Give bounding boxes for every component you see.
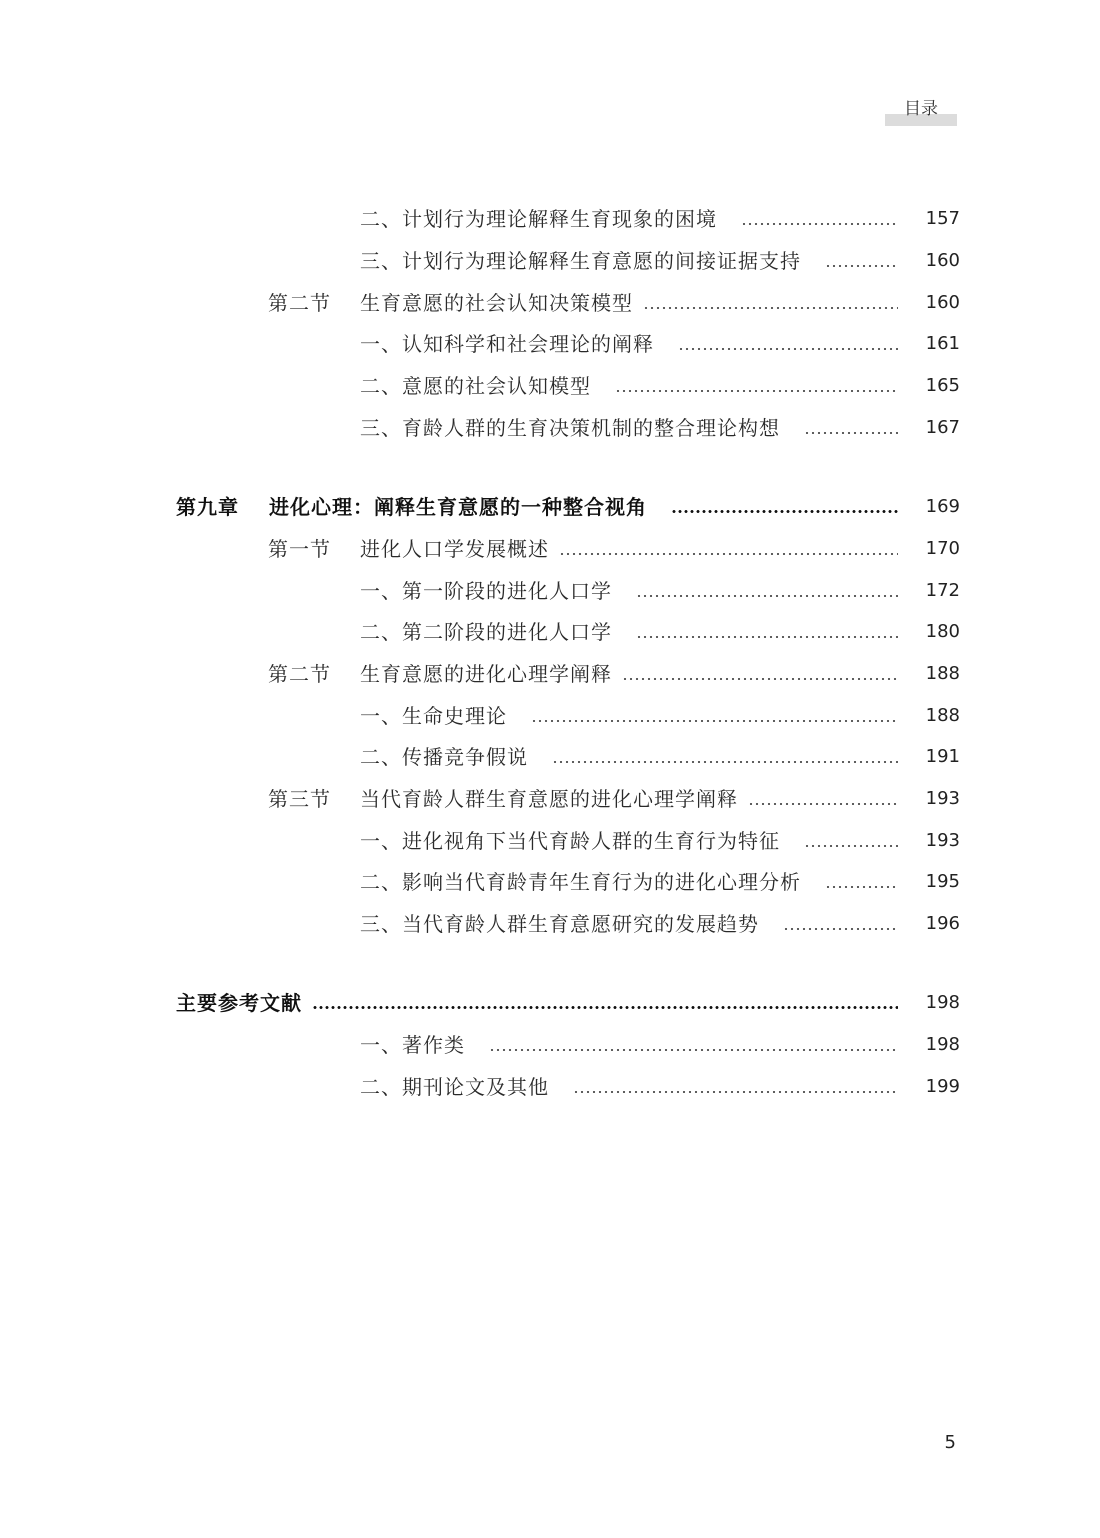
dot-leader	[531, 720, 898, 722]
running-head-label: 目录	[904, 99, 938, 119]
dot-leader	[804, 845, 898, 847]
toc-entry-title: 当代育龄人群生育意愿的进化心理学阐释	[360, 787, 738, 811]
dot-leader	[671, 510, 898, 513]
toc-entry[interactable]	[360, 865, 960, 895]
toc-entry-title: 进化心理：阐释生育意愿的一种整合视角	[269, 495, 647, 519]
toc-entry-title: 一、进化视角下当代育龄人群的生育行为特征	[360, 829, 780, 853]
toc-entry[interactable]	[360, 1070, 960, 1100]
toc-entry-title: 生育意愿的社会认知决策模型	[360, 291, 633, 315]
toc-entry[interactable]	[360, 1028, 960, 1058]
toc-entry-page: 198	[925, 992, 960, 1013]
toc-chapter-entry[interactable]	[176, 490, 960, 520]
dot-leader	[573, 1091, 898, 1093]
toc-entry-page: 188	[925, 663, 960, 684]
toc-section-label: 第一节	[268, 537, 331, 561]
toc-entry-page: 196	[925, 913, 960, 934]
dot-leader	[636, 636, 898, 638]
toc-entry[interactable]	[360, 907, 960, 937]
dot-leader	[615, 390, 898, 392]
toc-entry-title: 二、意愿的社会认知模型	[360, 374, 591, 398]
toc-entry-page: 172	[925, 580, 960, 601]
toc-entry-page: 169	[925, 496, 960, 517]
dot-leader	[636, 595, 898, 597]
dot-leader	[552, 761, 898, 763]
dot-leader	[489, 1049, 898, 1051]
toc-section-entry[interactable]	[268, 782, 960, 812]
toc-entry[interactable]	[360, 824, 960, 854]
dot-leader	[825, 265, 898, 267]
toc-entry-page: 198	[925, 1034, 960, 1055]
toc-entry-title: 二、第二阶段的进化人口学	[360, 620, 612, 644]
dot-leader	[783, 928, 898, 930]
toc-entry-title: 一、生命史理论	[360, 704, 507, 728]
toc-entry-title: 生育意愿的进化心理学阐释	[360, 662, 612, 686]
toc-entry-title: 二、传播竞争假说	[360, 745, 528, 769]
toc-entry-page: 191	[925, 746, 960, 767]
toc-entry[interactable]	[360, 574, 960, 604]
toc-entry-title: 二、计划行为理论解释生育现象的困境	[360, 207, 717, 231]
toc-section-entry[interactable]	[268, 532, 960, 562]
toc-entry[interactable]	[360, 615, 960, 645]
dot-leader	[643, 307, 898, 309]
toc-entry-page: 160	[925, 250, 960, 271]
toc-references-entry[interactable]	[176, 986, 960, 1016]
toc-entry-title: 一、认知科学和社会理论的阐释	[360, 332, 654, 356]
dot-leader	[748, 803, 898, 805]
dot-leader	[678, 348, 898, 350]
toc-entry-page: 188	[925, 705, 960, 726]
toc-entry-page: 193	[925, 788, 960, 809]
toc-entry-title: 三、计划行为理论解释生育意愿的间接证据支持	[360, 249, 801, 273]
toc-entry-page: 157	[925, 208, 960, 229]
toc-section-entry[interactable]	[268, 657, 960, 687]
toc-entry-page: 165	[925, 375, 960, 396]
toc-entry-page: 170	[925, 538, 960, 559]
toc-entry[interactable]	[360, 369, 960, 399]
toc-chapter-label: 第九章	[176, 495, 239, 519]
toc-section-entry[interactable]	[268, 286, 960, 316]
toc-entry-title: 二、影响当代育龄青年生育行为的进化心理分析	[360, 870, 801, 894]
dot-leader	[825, 886, 898, 888]
dot-leader	[559, 553, 898, 555]
toc-entry-title: 一、第一阶段的进化人口学	[360, 579, 612, 603]
toc-section-label: 第三节	[268, 787, 331, 811]
dot-leader	[804, 432, 898, 434]
toc-entry[interactable]	[360, 202, 960, 232]
toc-entry[interactable]	[360, 411, 960, 441]
toc-section-label: 第二节	[268, 662, 331, 686]
page-number: 5	[944, 1432, 956, 1453]
toc-section-label: 第二节	[268, 291, 331, 315]
toc-entry[interactable]	[360, 244, 960, 274]
dot-leader	[741, 223, 898, 225]
toc-entry-page: 161	[925, 333, 960, 354]
toc-entry[interactable]	[360, 699, 960, 729]
toc-entry-title: 主要参考文献	[176, 991, 302, 1015]
toc-entry[interactable]	[360, 327, 960, 357]
toc-entry[interactable]	[360, 740, 960, 770]
toc-entry-title: 二、期刊论文及其他	[360, 1075, 549, 1099]
toc-entry-title: 三、当代育龄人群生育意愿研究的发展趋势	[360, 912, 759, 936]
toc-entry-title: 进化人口学发展概述	[360, 537, 549, 561]
toc-entry-title: 一、著作类	[360, 1033, 465, 1057]
toc-entry-page: 193	[925, 830, 960, 851]
dot-leader	[622, 678, 898, 680]
dot-leader	[312, 1006, 898, 1009]
toc-entry-page: 195	[925, 871, 960, 892]
toc-entry-page: 160	[925, 292, 960, 313]
toc-entry-page: 180	[925, 621, 960, 642]
toc-entry-page: 167	[925, 417, 960, 438]
toc-entry-title: 三、育龄人群的生育决策机制的整合理论构想	[360, 416, 780, 440]
toc-entry-page: 199	[925, 1076, 960, 1097]
